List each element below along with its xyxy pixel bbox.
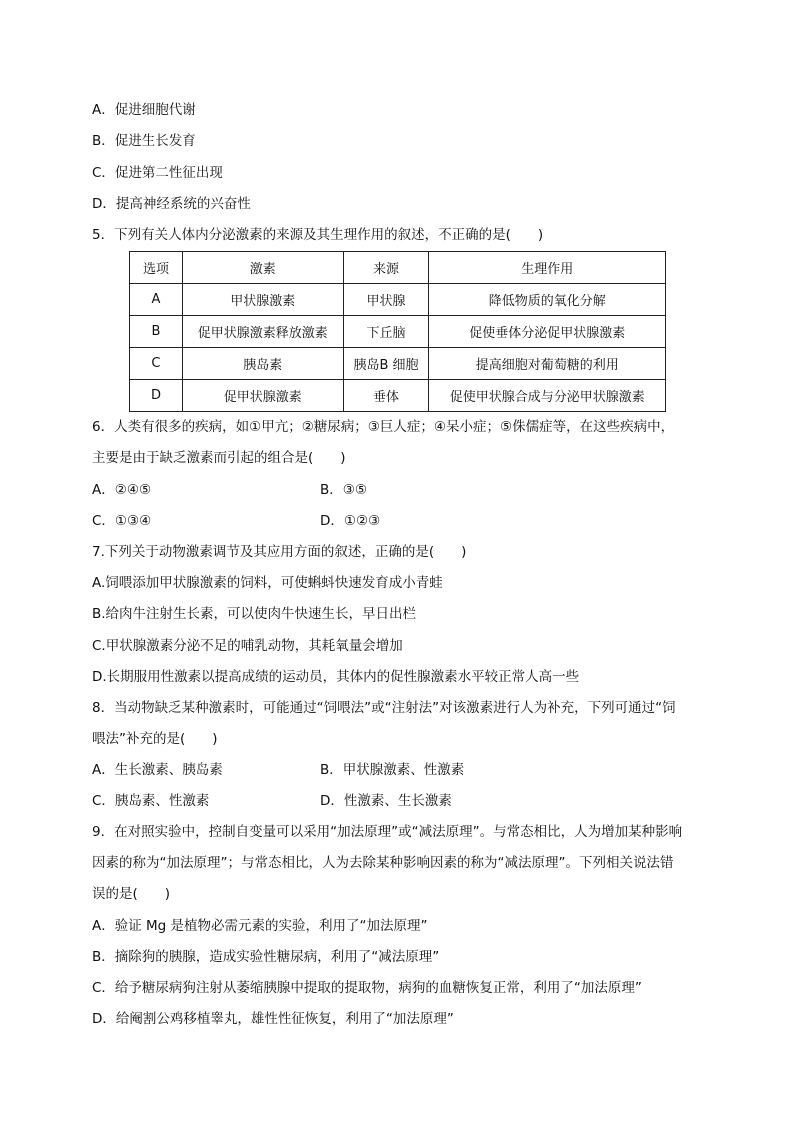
q8-options-row1 — [92, 761, 465, 779]
q4-option-c: C．促进第二性征出现 — [92, 165, 223, 181]
q8-option-a: A．生长激素、胰岛素 — [92, 762, 223, 778]
table-row — [130, 284, 666, 316]
table-cell: 降低物质的氧化分解 — [429, 284, 666, 316]
q7-stem: 7.下列关于动物激素调节及其应用方面的叙述，正确的是( ) — [92, 544, 467, 560]
table-row — [130, 316, 666, 348]
q6-stem-line1: 6．人类有很多的疾病，如①甲亢；②糖尿病；③巨人症；④呆小症；⑤侏儒症等，在这些疾病中， — [92, 419, 675, 435]
q7-option-a: A.饲喂添加甲状腺激素的饲料，可使蝌蚪快速发育成小青蛙 — [92, 575, 443, 591]
q4-option-b: B．促进生长发育 — [92, 133, 196, 149]
q6-stem-line2: 主要是由于缺乏激素而引起的组合是( ) — [92, 450, 346, 466]
q6-option-b: B．③⑤ — [320, 482, 367, 498]
table-header-cell: 生理作用 — [429, 252, 666, 284]
q9-option-b: B．摘除狗的胰腺，造成实验性糖尿病，利用了“减法原理” — [92, 949, 440, 965]
table-cell: B — [130, 316, 183, 348]
q6-option-a: A．②④⑤ — [92, 482, 152, 498]
q5-table — [129, 251, 666, 412]
table-cell: C — [130, 348, 183, 380]
table-cell: 甲状腺激素 — [182, 284, 343, 316]
q4-option-a: A．促进细胞代谢 — [92, 102, 196, 118]
table-cell: D — [130, 380, 183, 412]
table-cell: 甲状腺 — [343, 284, 429, 316]
table-cell: 促使垂体分泌促甲状腺激素 — [429, 316, 666, 348]
table-cell: 促甲状腺激素 — [182, 380, 343, 412]
table-cell: 促甲状腺激素释放激素 — [182, 316, 343, 348]
q8-stem-line1: 8．当动物缺乏某种激素时，可能通过“饲喂法”或“注射法”对该激素进行人为补充，下列可通过“饲 — [92, 700, 676, 716]
table-row — [130, 348, 666, 380]
q7-option-c: C.甲状腺激素分泌不足的哺乳动物，其耗氧量会增加 — [92, 638, 403, 654]
q8-options-row2 — [92, 792, 452, 810]
q8-option-b: B．甲状腺激素、性激素 — [320, 762, 465, 778]
table-cell: 胰岛素 — [182, 348, 343, 380]
table-cell: 垂体 — [343, 380, 429, 412]
q9-stem-line2: 因素的称为“加法原理”；与常态相比，人为去除某种影响因素的称为“减法原理”。下列相关说法错 — [92, 855, 674, 871]
table-header-cell: 选项 — [130, 252, 183, 284]
table-header-cell: 来源 — [343, 252, 429, 284]
table-cell: 胰岛B 细胞 — [343, 348, 429, 380]
table-header-row — [130, 252, 666, 284]
q6-option-d: D．①②③ — [320, 513, 381, 529]
q7-option-d: D.长期服用性激素以提高成绩的运动员，其体内的促性腺激素水平较正常人高一些 — [92, 669, 580, 685]
q6-options-row1 — [92, 481, 367, 499]
table-cell: 提高细胞对葡萄糖的利用 — [429, 348, 666, 380]
q7-option-b: B.给肉牛注射生长素，可以使肉牛快速生长，早日出栏 — [92, 606, 417, 622]
q6-options-row2 — [92, 512, 381, 530]
q9-option-c: C．给予糖尿病狗注射从萎缩胰腺中提取的提取物，病狗的血糖恢复正常，利用了“加法原理” — [92, 980, 642, 996]
q8-option-c: C．胰岛素、性激素 — [92, 793, 210, 809]
q9-option-a: A．验证 Mg 是植物必需元素的实验，利用了“加法原理” — [92, 918, 428, 934]
q4-option-d: D．提高神经系统的兴奋性 — [92, 196, 251, 212]
q9-stem-line1: 9．在对照实验中，控制自变量可以采用“加法原理”或“减法原理”。与常态相比，人为增加某种影响 — [92, 824, 683, 840]
q6-option-c: C．①③④ — [92, 513, 152, 529]
q8-stem-line2: 喂法”补充的是( ) — [92, 731, 218, 747]
q5-stem: 5．下列有关人体内分泌激素的来源及其生理作用的叙述，不正确的是( ) — [92, 227, 544, 243]
table-cell: 下丘脑 — [343, 316, 429, 348]
table-row — [130, 380, 666, 412]
q8-option-d: D．性激素、生长激素 — [320, 793, 452, 809]
q9-stem-line3: 误的是( ) — [92, 886, 171, 902]
table-header-cell: 激素 — [182, 252, 343, 284]
table-cell: 促使甲状腺合成与分泌甲状腺激素 — [429, 380, 666, 412]
q9-option-d: D．给阉割公鸡移植睾丸，雄性性征恢复，利用了“加法原理” — [92, 1011, 454, 1027]
table-cell: A — [130, 284, 183, 316]
